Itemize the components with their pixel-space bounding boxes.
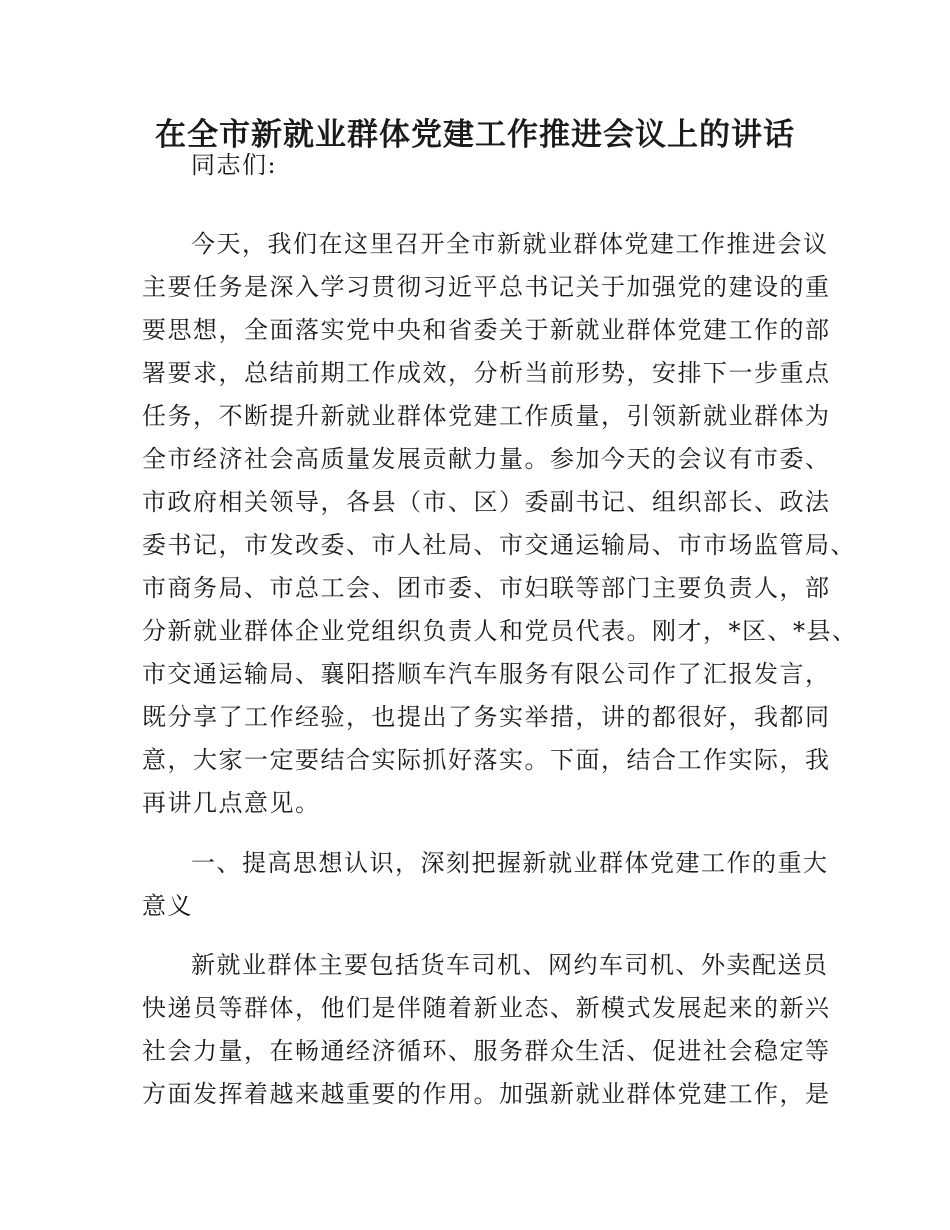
paragraph-line: 意，大家一定要结合实际抓好落实。下面，结合工作实际，我 <box>142 746 831 774</box>
paragraph-line: 快递员等群体，他们是伴随着新业态、新模式发展起来的新兴 <box>142 994 831 1022</box>
document-title: 在全市新就业群体党建工作推进会议上的讲话 <box>155 117 795 153</box>
paragraph-line: 市交通运输局、襄阳搭顺车汽车服务有限公司作了汇报发言， <box>142 660 831 688</box>
paragraph-line: 市政府相关领导，各县（市、区）委副书记、组织部长、政法 <box>142 488 831 516</box>
paragraph-line: 委书记，市发改委、市人社局、市交通运输局、市市场监管局、 <box>142 531 856 559</box>
paragraph-line: 新就业群体主要包括货车司机、网约车司机、外卖配送员 <box>191 951 829 979</box>
paragraph-line: 署要求，总结前期工作成效，分析当前形势，安排下一步重点 <box>142 359 831 387</box>
paragraph-line: 既分享了工作经验，也提出了务实举措，讲的都很好，我都同 <box>142 703 831 731</box>
section-heading-line: 意义 <box>142 892 193 920</box>
paragraph-line: 再讲几点意见。 <box>142 789 321 817</box>
paragraph-line: 任务，不断提升新就业群体党建工作质量，引领新就业群体为 <box>142 402 831 430</box>
paragraph-line: 全市经济社会高质量发展贡献力量。参加今天的会议有市委、 <box>142 445 831 473</box>
paragraph-line: 今天，我们在这里召开全市新就业群体党建工作推进会议 <box>191 230 829 258</box>
paragraph-line: 市商务局、市总工会、团市委、市妇联等部门主要负责人，部 <box>142 574 831 602</box>
salutation: 同志们: <box>191 151 278 179</box>
paragraph-line: 方面发挥着越来越重要的作用。加强新就业群体党建工作，是 <box>142 1080 831 1108</box>
paragraph-line: 主要任务是深入学习贯彻习近平总书记关于加强党的建设的重 <box>142 273 831 301</box>
section-heading-line: 一、提高思想认识，深刻把握新就业群体党建工作的重大 <box>191 849 829 877</box>
paragraph-line: 分新就业群体企业党组织负责人和党员代表。刚才，*区、*县、 <box>142 617 858 645</box>
paragraph-line: 要思想，全面落实党中央和省委关于新就业群体党建工作的部 <box>142 316 831 344</box>
paragraph-line: 社会力量，在畅通经济循环、服务群众生活、促进社会稳定等 <box>142 1037 831 1065</box>
